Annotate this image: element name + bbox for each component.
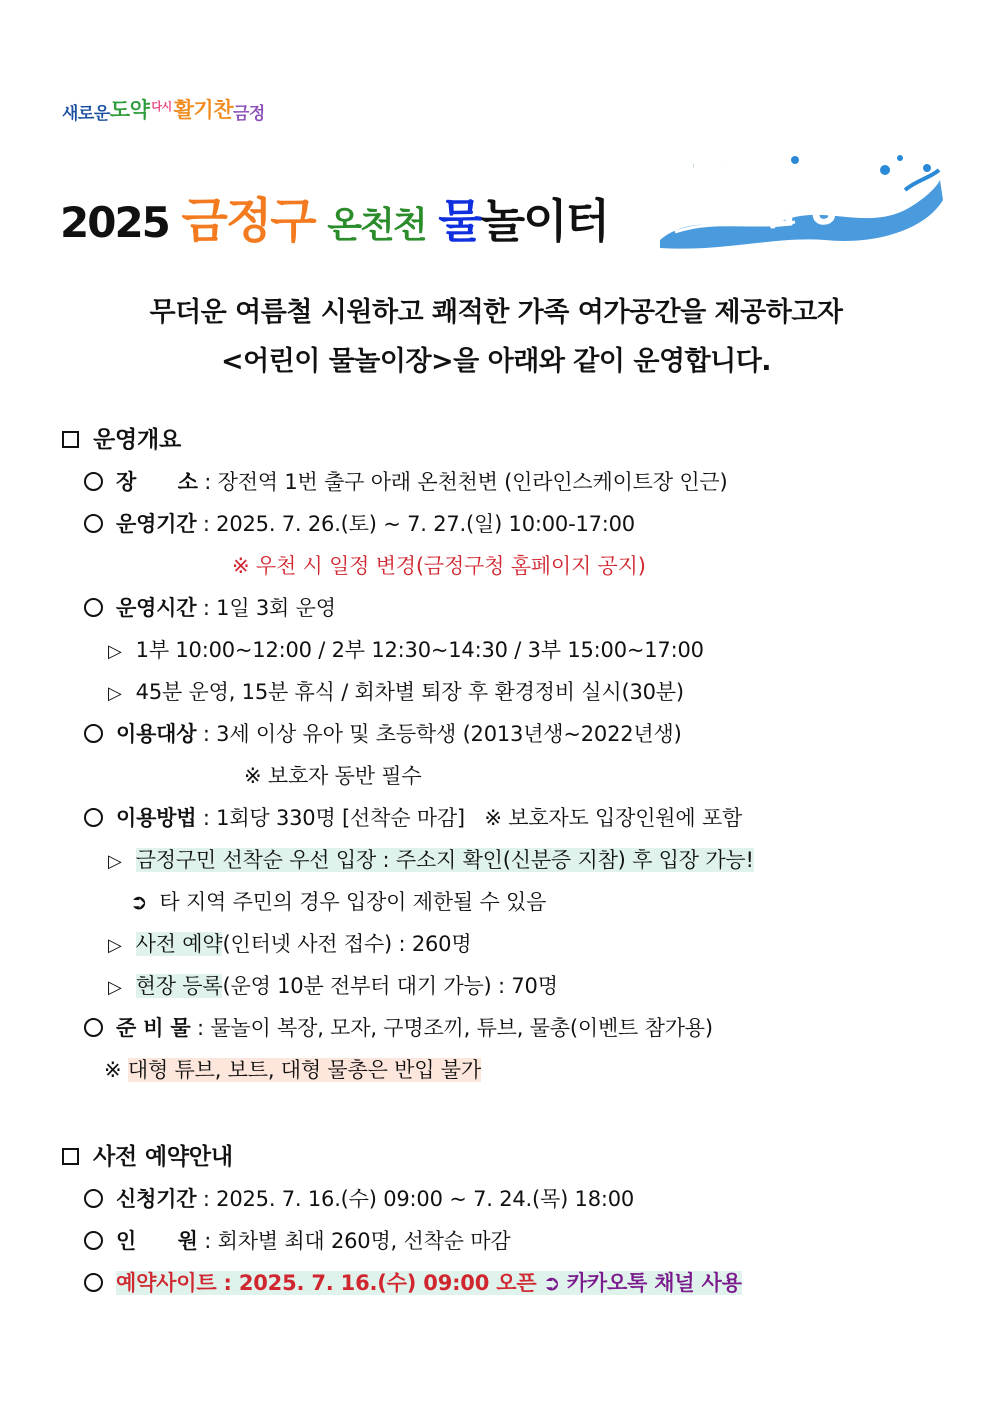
note-mark: ※ xyxy=(104,1058,122,1082)
value-reservation-hl: 사전 예약 xyxy=(135,932,223,956)
slogan-part: 도약 xyxy=(109,98,150,122)
note-guardian: ※ 보호자 동반 필수 xyxy=(244,764,422,788)
circle-bullet-icon xyxy=(84,1018,103,1037)
row-place: 장 소 : 장전역 1번 출구 아래 온천천변 (인라인스케이트장 인근) xyxy=(84,466,728,496)
row-items-note xyxy=(104,1054,481,1084)
section-heading-overview xyxy=(62,421,181,454)
value-site: 예약사이트 : 2025. 7. 16.(수) 09:00 오픈 xyxy=(116,1271,537,1295)
label-period: 운영기간 xyxy=(116,512,197,536)
label-place: 장 소 xyxy=(116,470,198,494)
slogan-part: 금정 xyxy=(232,104,265,124)
title-playground: 놀이터 xyxy=(480,194,608,248)
row-method-other-region xyxy=(130,886,546,916)
value-hours: 1일 3회 운영 xyxy=(216,596,336,620)
row-period: 운영기간 : 2025. 7. 26.(토) ~ 7. 27.(일) 10:00-17:00 xyxy=(84,508,635,538)
triangle-bullet-icon: ▷ xyxy=(108,641,122,662)
row-method-onsite xyxy=(108,970,558,1000)
row-hours-break xyxy=(108,676,684,706)
title-year: 2025 xyxy=(60,198,169,247)
slogan-logo xyxy=(62,84,265,124)
triangle-bullet-icon: ▷ xyxy=(108,935,122,956)
row-method-residents xyxy=(108,844,754,874)
section-heading-reservation xyxy=(62,1138,233,1171)
row-people: 인 원 : 회차별 최대 260명, 선착순 마감 xyxy=(84,1225,510,1255)
arrow-right-icon: ➲ xyxy=(130,890,148,914)
checkbox-square-icon xyxy=(62,431,79,448)
triangle-bullet-icon: ▷ xyxy=(108,977,122,998)
section-heading-text: 운영개요 xyxy=(93,427,182,453)
row-method: 이용방법 : 1회당 330명 [선착순 마감] ※ 보호자도 입장인원에 포함 xyxy=(84,802,742,832)
value-items: 물놀이 복장, 모자, 구명조끼, 튜브, 물총(이벤트 참가용) xyxy=(210,1016,713,1040)
circle-bullet-icon xyxy=(84,1273,103,1292)
circle-bullet-icon xyxy=(84,472,103,491)
value-residents: 금정구민 선착순 우선 입장 : 주소지 확인(신분증 지참) 후 입장 가능! xyxy=(135,848,754,872)
value-apply: 2025. 7. 16.(수) 09:00 ~ 7. 24.(목) 18:00 xyxy=(216,1187,635,1211)
slogan-part: 다시 xyxy=(151,100,172,113)
circle-bullet-icon xyxy=(84,808,103,827)
row-hours: 운영시간 : 1일 3회 운영 xyxy=(84,592,336,622)
value-break: 45분 운영, 15분 휴식 / 회차별 퇴장 후 환경정비 실시(30분) xyxy=(135,680,684,704)
value-period: 2025. 7. 26.(토) ~ 7. 27.(일) 10:00-17:00 xyxy=(216,512,635,536)
value-reservation-rest: (인터넷 사전 접수) : 260명 xyxy=(222,932,472,956)
section-heading-text: 사전 예약안내 xyxy=(93,1144,233,1170)
slogan-part: 새로운 xyxy=(62,104,110,124)
triangle-bullet-icon: ▷ xyxy=(108,851,122,872)
title-water: 물 xyxy=(438,194,481,248)
row-method-reservation xyxy=(108,928,471,958)
circle-bullet-icon xyxy=(84,514,103,533)
note-method: ※ 보호자도 입장인원에 포함 xyxy=(484,806,743,830)
label-people: 인 원 xyxy=(116,1229,198,1253)
value-sessions: 1부 10:00~12:00 / 2부 12:30~14:30 / 3부 15:00~17:00 xyxy=(135,638,704,662)
row-target: 이용대상 : 3세 이상 유아 및 초등학생 (2013년생~2022년생) xyxy=(84,718,682,748)
value-onsite-hl: 현장 등록 xyxy=(135,974,223,998)
note-rain: ※ 우천 시 일정 변경(금정구청 홈페이지 공지) xyxy=(232,554,646,578)
value-target: 3세 이상 유아 및 초등학생 (2013년생~2022년생) xyxy=(216,722,682,746)
splash-logo xyxy=(655,140,945,255)
label-target: 이용대상 xyxy=(116,722,197,746)
value-people: 회차별 최대 260명, 선착순 마감 xyxy=(217,1229,511,1253)
note-items: 대형 튜브, 보트, 대형 물총은 반입 불가 xyxy=(127,1058,481,1082)
label-hours: 운영시간 xyxy=(116,596,197,620)
logo-word-1: 금정 xyxy=(660,151,751,212)
triangle-bullet-icon: ▷ xyxy=(108,683,122,704)
label-items: 준 비 물 xyxy=(116,1016,191,1040)
row-site xyxy=(84,1267,742,1297)
title-district: 금정구 xyxy=(181,193,315,249)
circle-bullet-icon xyxy=(84,1231,103,1250)
value-method: 1회당 330명 [선착순 마감] xyxy=(216,806,465,830)
value-other-region: 타 지역 주민의 경우 입장이 제한될 수 있음 xyxy=(159,890,547,914)
slogan-part: 활기찬 xyxy=(173,98,233,122)
arrow-right-icon: ➲ xyxy=(542,1271,561,1295)
label-apply: 신청기간 xyxy=(116,1187,197,1211)
circle-bullet-icon xyxy=(84,598,103,617)
intro-line-1: 무더운 여름철 시원하고 쾌적한 가족 여가공간을 제공하고자 xyxy=(149,297,843,328)
value-place: 장전역 1번 출구 아래 온천천변 (인라인스케이트장 인근) xyxy=(217,470,728,494)
label-method: 이용방법 xyxy=(116,806,197,830)
circle-bullet-icon xyxy=(84,724,103,743)
title-stream: 온천천 xyxy=(327,205,426,246)
page-title xyxy=(60,182,608,251)
row-hours-sessions xyxy=(108,634,704,664)
row-apply: 신청기간 : 2025. 7. 16.(수) 09:00 ~ 7. 24.(목) 18:00 xyxy=(84,1183,634,1213)
logo-word-2: 첨벙 xyxy=(753,177,842,235)
intro-line-2: <어린이 물놀이장>을 아래와 같이 운영합니다. xyxy=(220,346,772,377)
value-onsite-rest: (운영 10분 전부터 대기 가능) : 70명 xyxy=(222,974,558,998)
row-items: 준 비 물 : 물놀이 복장, 모자, 구명조끼, 튜브, 물총(이벤트 참가용) xyxy=(84,1012,713,1042)
circle-bullet-icon xyxy=(84,1189,103,1208)
value-kakao: 카카오톡 채널 사용 xyxy=(566,1271,742,1295)
checkbox-square-icon xyxy=(62,1148,79,1165)
